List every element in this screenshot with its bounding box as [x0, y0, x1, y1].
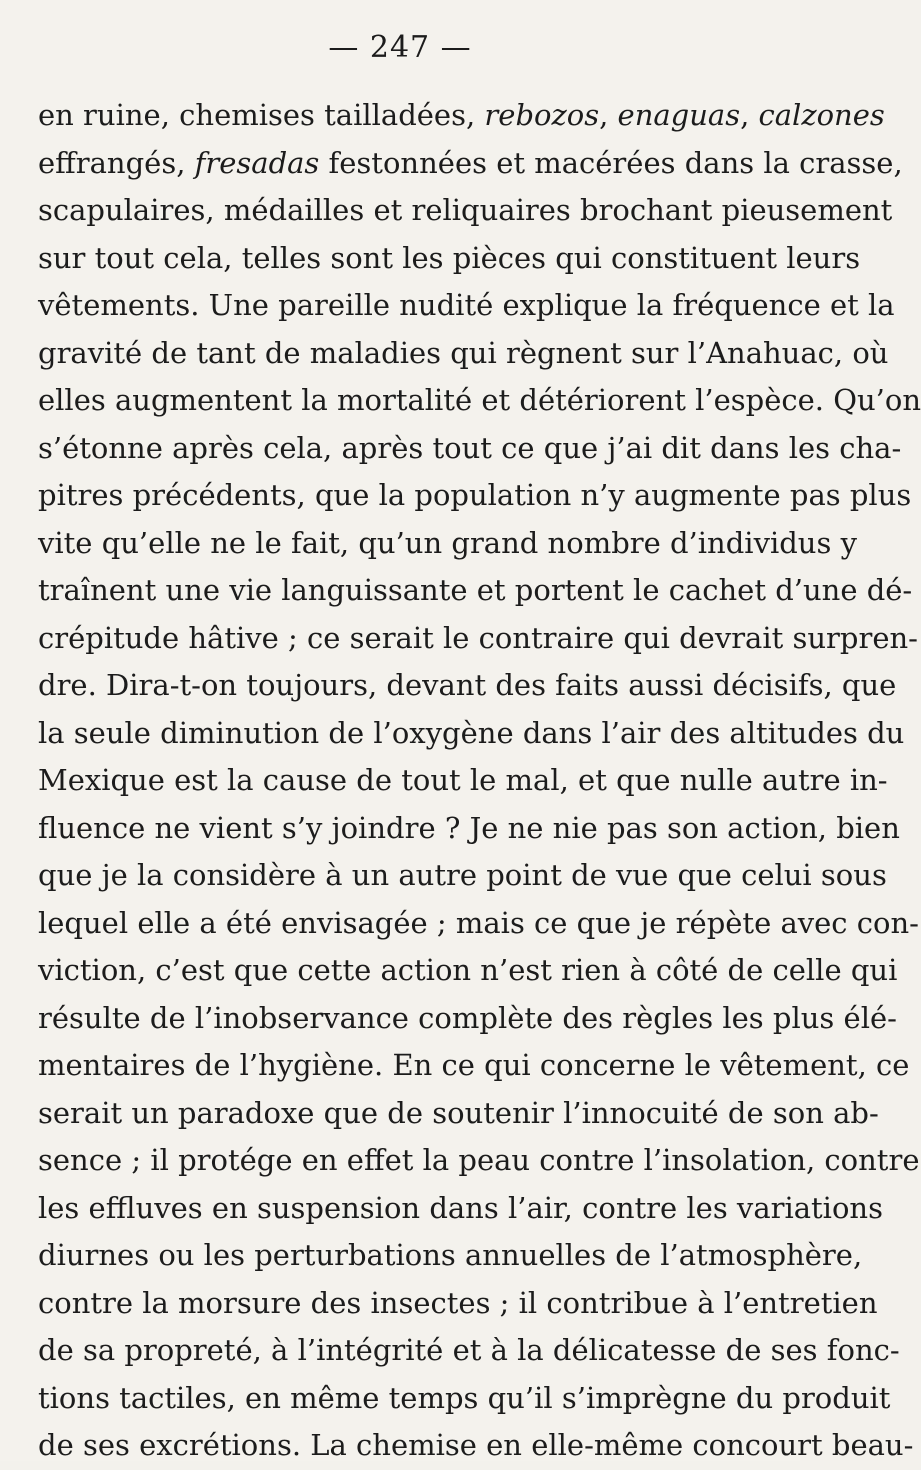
- text-line: tions tactiles, en même temps qu’il s’imprègne du produit: [38, 1380, 891, 1415]
- text-line: en ruine, chemises tailladées, rebozos, enaguas, calzones: [38, 98, 885, 132]
- text-line: dre. Dira-t-on toujours, devant des faits aussi décisifs, que: [38, 668, 897, 702]
- text-line: traînent une vie languissante et portent le cachet d’une dé-: [38, 573, 913, 607]
- text-line: de ses excrétions. La chemise en elle-même concourt beau-: [38, 1428, 914, 1462]
- text-line: sence ; il protége en effet la peau contre l’insolation, contre: [38, 1143, 920, 1177]
- italic-word: rebozos: [484, 98, 600, 132]
- text-line: pitres précédents, que la population n’y augmente pas plus: [38, 478, 912, 512]
- text-line: gravité de tant de maladies qui règnent sur l’Anahuac, où: [38, 335, 889, 370]
- text-line: fluence ne vient s’y joindre ? Je ne nie pas son action, bien: [38, 810, 900, 845]
- italic-word: enaguas: [617, 98, 741, 132]
- text-line: la seule diminution de l’oxygène dans l’air des altitudes du: [38, 715, 905, 750]
- text-line: mentaires de l’hygiène. En ce qui concerne le vêtement, ce: [38, 1048, 910, 1082]
- text-line: que je la considère à un autre point de vue que celui sous: [38, 858, 887, 892]
- text-line: s’étonne après cela, après tout ce que j’ai dit dans les cha-: [38, 430, 902, 465]
- text-line: serait un paradoxe que de soutenir l’innocuité de son ab-: [38, 1095, 879, 1130]
- text-line: contre la morsure des insectes ; il contribue à l’entretien: [38, 1285, 878, 1320]
- italic-word: calzones: [758, 98, 885, 132]
- text-line: diurnes ou les perturbations annuelles de l’atmosphère,: [38, 1238, 863, 1272]
- text-line: lequel elle a été envisagée ; mais ce que je répète avec con-: [38, 905, 919, 940]
- page-number: — 247 —: [328, 30, 472, 65]
- text-line: vite qu’elle ne le fait, qu’un grand nombre d’individus y: [38, 525, 857, 560]
- text-line: viction, c’est que cette action n’est rien à côté de celle qui: [38, 953, 898, 987]
- text-line: Mexique est la cause de tout le mal, et que nulle autre in-: [38, 763, 888, 797]
- text-line: elles augmentent la mortalité et détériorent l’espèce. Qu’on: [38, 383, 921, 417]
- body-text: [38, 92, 921, 1470]
- text-line: de sa propreté, à l’intégrité et à la délicatesse de ses fonc-: [38, 1333, 900, 1367]
- text-line: les effluves en suspension dans l’air, contre les variations: [38, 1190, 883, 1225]
- text-line: vêtements. Une pareille nudité explique la fréquence et la: [38, 288, 895, 322]
- text-line: effrangés, fresadas festonnées et macérées dans la crasse,: [38, 145, 903, 180]
- text-line: crépitude hâtive ; ce serait le contraire qui devrait surpren-: [38, 620, 918, 655]
- text-line: résulte de l’inobservance complète des règles les plus élé-: [38, 1000, 897, 1035]
- text-line: scapulaires, médailles et reliquaires brochant pieusement: [38, 193, 893, 227]
- text-line: sur tout cela, telles sont les pièces qui constituent leurs: [38, 240, 861, 275]
- italic-word: fresadas: [194, 145, 320, 180]
